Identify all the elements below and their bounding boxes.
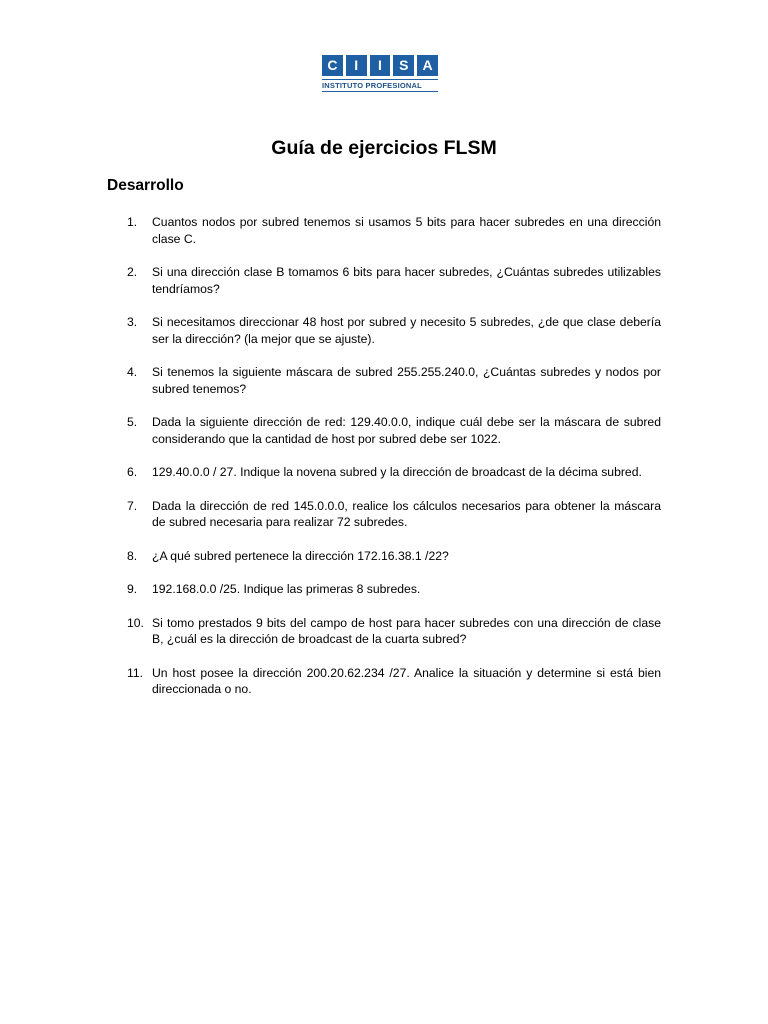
logo-letter: I [346, 55, 367, 76]
exercise-number: 10. [127, 615, 144, 630]
exercise-text: 129.40.0.0 / 27. Indique la novena subred y la dirección de broadcast de la décima subred. [152, 465, 642, 479]
exercise-number: 11. [127, 665, 144, 680]
exercise-text: Si tenemos la siguiente máscara de subred 255.255.240.0, ¿Cuántas subredes y nodos por subred tenemos? [152, 365, 661, 396]
exercise-item [127, 364, 661, 397]
logo-subtitle: INSTITUTO PROFESIONAL [322, 81, 422, 90]
exercise-number: 7. [127, 498, 138, 513]
exercise-item [127, 581, 661, 598]
section-heading: Desarrollo [107, 177, 184, 194]
exercise-item [127, 665, 661, 698]
exercise-item [127, 548, 661, 565]
exercise-number: 1. [127, 215, 138, 229]
exercise-number: 5. [127, 415, 138, 429]
exercise-item [127, 314, 661, 347]
logo-rule [322, 79, 438, 80]
exercise-text: Cuantos nodos por subred tenemos si usamos 5 bits para hacer subredes en una dirección clase C. [152, 215, 661, 246]
exercise-item [127, 264, 661, 297]
logo-letter: I [370, 55, 391, 76]
exercise-number: 3. [127, 315, 138, 329]
exercise-number: 4. [127, 365, 138, 379]
logo-letter: A [417, 55, 438, 76]
exercise-text: Si tomo prestados 9 bits del campo de host para hacer subredes con una dirección de clase B, ¿cuál es la dirección de broadcast de la cuarta subred? [152, 615, 661, 646]
exercise-text: ¿A qué subred pertenece la dirección 172.16.38.1 /22? [152, 548, 449, 563]
exercise-text: Si una dirección clase B tomamos 6 bits para hacer subredes, ¿Cuántas subredes utilizables tendríamos? [152, 265, 661, 296]
exercise-item [127, 615, 661, 648]
exercise-number: 8. [127, 548, 138, 563]
exercise-text: Si necesitamos direccionar 48 host por subred y necesito 5 subredes, ¿de que clase debería ser la dirección? (la mejor que se ajuste). [152, 315, 661, 346]
exercise-number: 2. [127, 265, 138, 279]
exercise-item [127, 414, 661, 447]
logo-letter: S [393, 55, 414, 76]
exercise-text: 192.168.0.0 /25. Indique las primeras 8 subredes. [152, 582, 421, 596]
logo-letter: C [322, 55, 343, 76]
exercise-item [127, 214, 661, 247]
ciisa-logo [322, 55, 438, 93]
logo-letter-boxes [322, 55, 438, 76]
exercise-list [127, 214, 661, 715]
logo-rule-bottom [322, 91, 438, 92]
exercise-item [127, 498, 661, 531]
exercise-text: Dada la dirección de red 145.0.0.0, realice los cálculos necesarios para obtener la máscara de subred necesaria para realizar 72 subredes. [152, 498, 661, 529]
exercise-text: Un host posee la dirección 200.20.62.234 /27. Analice la situación y determine si está bien direccionada o no. [152, 665, 661, 696]
document-title: Guía de ejercicios FLSM [271, 137, 497, 159]
exercise-item [127, 464, 661, 481]
exercise-number: 9. [127, 582, 138, 596]
exercise-text: Dada la siguiente dirección de red: 129.40.0.0, indique cuál debe ser la máscara de subred considerando que la cantidad de host por subred debe ser 1022. [152, 415, 661, 446]
exercise-number: 6. [127, 465, 138, 479]
